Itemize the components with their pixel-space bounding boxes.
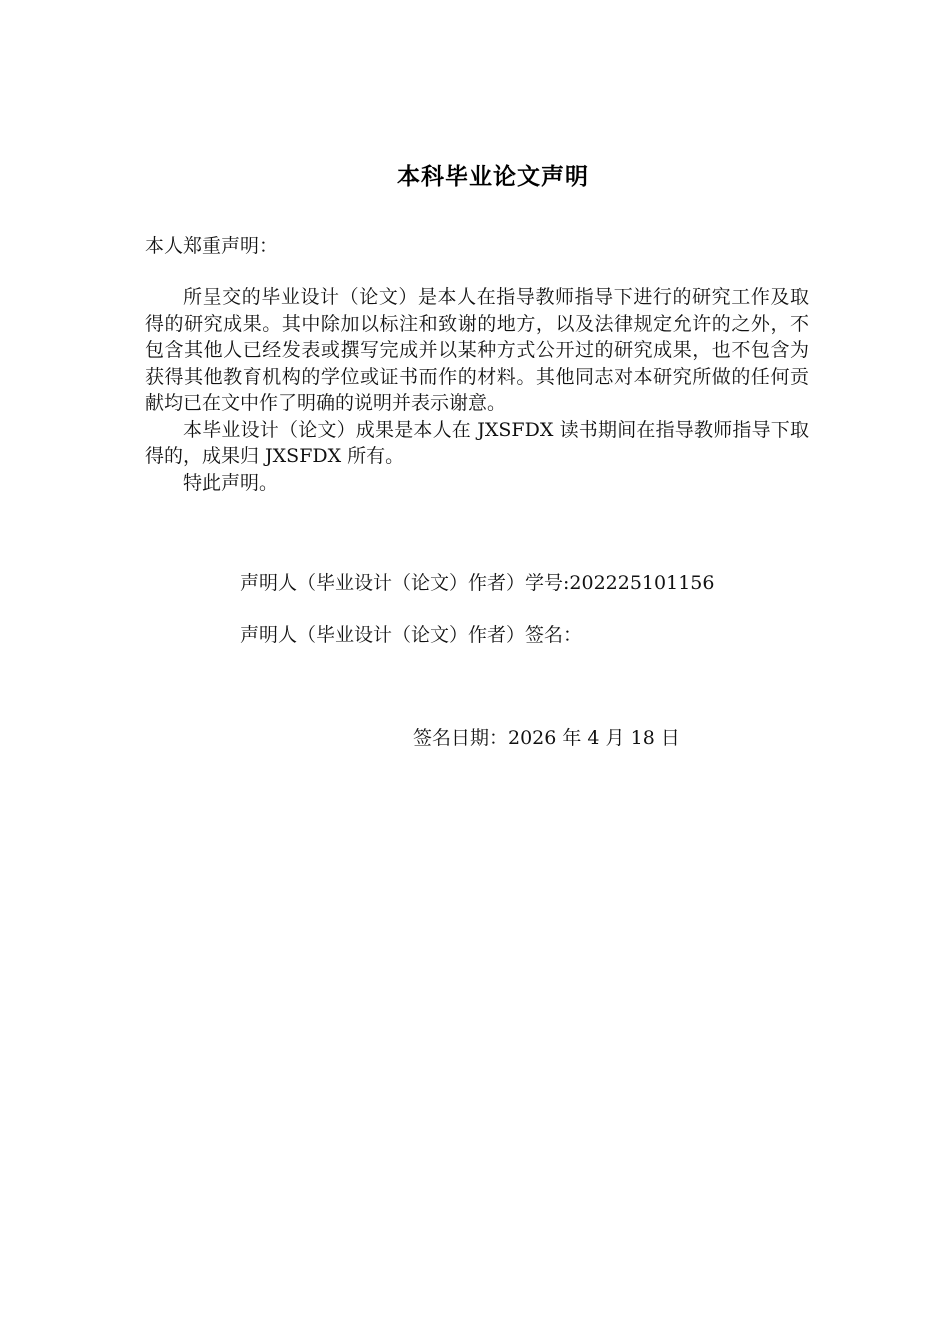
declarant-signature: 声明人（毕业设计（论文）作者）签名： xyxy=(240,624,583,646)
paragraph-ownership: 本毕业设计（论文）成果是本人在 JXSFDX 读书期间在指导教师指导下取得的，成果归 JXSFDX 所有。 xyxy=(145,418,809,467)
paragraph-closing: 特此声明。 xyxy=(183,471,279,494)
salutation-text: 本人郑重声明： xyxy=(145,235,279,257)
paragraph-originality: 所呈交的毕业设计（论文）是本人在指导教师指导下进行的研究工作及取得的研究成果。其中除加以标注和致谢的地方，以及法律规定允许的之外，不包含其他人已经发表或撰写完成并以某种方式公开过的研究成果，也不包含为获得其他教育机构的学位或证书而作的材料。其他同志对本研究所做的任何贡献均已在文中作了明确的说明并表示谢意。 xyxy=(145,286,809,414)
declarant-student-id: 声明人（毕业设计（论文）作者）学号:202225101156 xyxy=(240,572,715,594)
declaration-body xyxy=(145,284,809,496)
page-title: 本科毕业论文声明 xyxy=(397,164,589,190)
signature-date: 签名日期：2026 年 4 月 18 日 xyxy=(413,727,680,749)
